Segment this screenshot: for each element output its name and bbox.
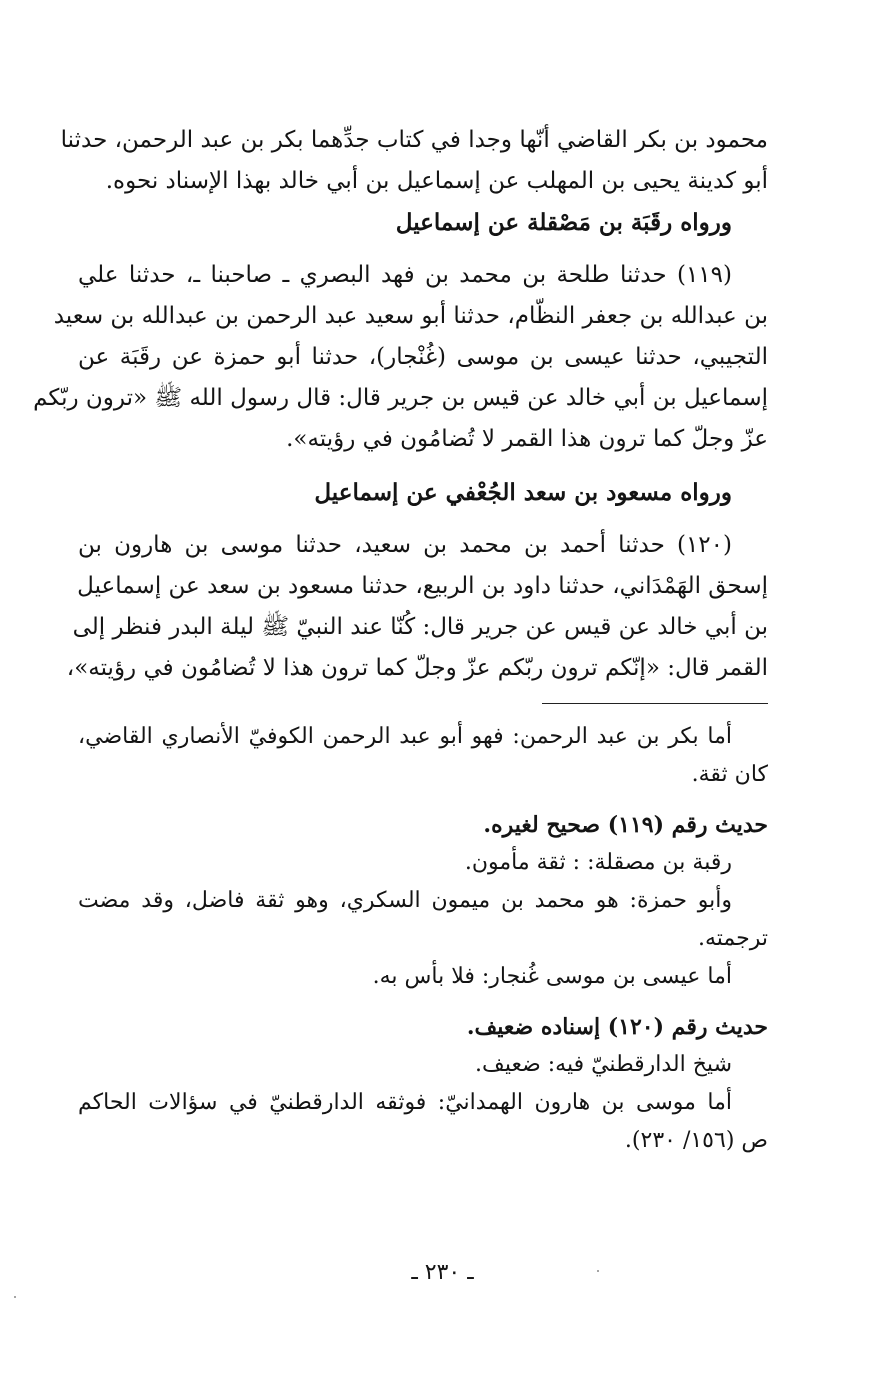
footnote-line: أما بكر بن عبد الرحمن: فهو أبو عبد الرحمن الكوفيّ الأنصاري القاضي، <box>78 724 732 749</box>
scan-speck <box>597 1270 599 1272</box>
text-line: أبو كدينة يحيى بن المهلب عن إسماعيل بن أبي خالد بهذا الإسناد نحوه. <box>105 168 768 194</box>
paragraph-gap <box>78 513 768 525</box>
text-line: بن أبي خالد عن قيس عن جرير قال: كُنّا عند النبيّ ﷺ ليلة البدر فنظر إلى <box>72 614 768 640</box>
footnote-heading: حديث رقم (١٢٠) إسناده ضعيف. <box>466 1014 768 1040</box>
text-line: عزّ وجلّ كما ترون هذا القمر لا تُضامُون في رؤيته». <box>286 426 768 452</box>
footnote-line: وأبو حمزة: هو محمد بن ميمون السكري، وهو ثقة فاضل، وقد مضت <box>78 888 732 913</box>
text-heading: ورواه مسعود بن سعد الجُعْفي عن إسماعيل <box>314 479 732 506</box>
paragraph-gap <box>78 794 768 806</box>
text-line: (١٢٠) حدثنا أحمد بن محمد بن سعيد، حدثنا موسى بن هارون بن <box>78 532 732 558</box>
footnote-separator <box>542 703 768 704</box>
paragraph-gap <box>78 996 768 1008</box>
main-text <box>33 120 768 689</box>
text-line: (١١٩) حدثنا طلحة بن محمد بن فهد البصري ـ صاحبنا ـ، حدثنا علي <box>78 262 732 288</box>
footnotes <box>78 718 768 1160</box>
text-heading: ورواه رقَبَة بن مَصْقلة عن إسماعيل <box>395 209 732 236</box>
page-number: ـ ٢٣٠ ـ <box>411 1260 474 1285</box>
text-line: بن عبدالله بن جعفر النظّام، حدثنا أبو سعيد عبد الرحمن بن عبدالله بن سعيد <box>53 303 768 329</box>
page-body <box>33 120 768 1160</box>
footnote-heading: حديث رقم (١١٩) صحيح لغيره. <box>483 812 768 838</box>
footnote-line: ص (١٥٦/ ٢٣٠). <box>624 1128 768 1153</box>
paragraph-gap <box>78 243 768 255</box>
text-line: القمر قال: «إنّكم ترون ربّكم عزّ وجلّ كما ترون هذا لا تُضامُون في رؤيته»، <box>66 655 768 681</box>
footnote-line: ترجمته. <box>697 926 768 951</box>
footnote-line: رقبة بن مصقلة: : ثقة مأمون. <box>464 850 732 875</box>
text-line: إسحق الهَمْدَاني، حدثنا داود بن الربيع، حدثنا مسعود بن سعد عن إسماعيل <box>77 573 768 599</box>
footnote-line: شيخ الدارقطنيّ فيه: ضعيف. <box>475 1052 732 1077</box>
footnote-line: كان ثقة. <box>691 762 768 787</box>
text-line: إسماعيل بن أبي خالد عن قيس بن جرير قال: قال رسول الله ﷺ «ترون ربّكم <box>33 385 768 411</box>
text-line: محمود بن بكر القاضي أنّها وجدا في كتاب جدِّهما بكر بن عبد الرحمن، حدثنا <box>60 127 768 153</box>
footnote-line: أما موسى بن هارون الهمدانيّ: فوثقه الدارقطنيّ في سؤالات الحاكم <box>78 1090 732 1115</box>
footnote-line: أما عيسى بن موسى غُنجار: فلا بأس به. <box>372 964 732 989</box>
paragraph-gap <box>78 460 768 472</box>
scan-speck <box>14 1296 16 1298</box>
text-line: التجيبي، حدثنا عيسى بن موسى (غُنْجار)، حدثنا أبو حمزة عن رقَبَة عن <box>78 344 768 370</box>
